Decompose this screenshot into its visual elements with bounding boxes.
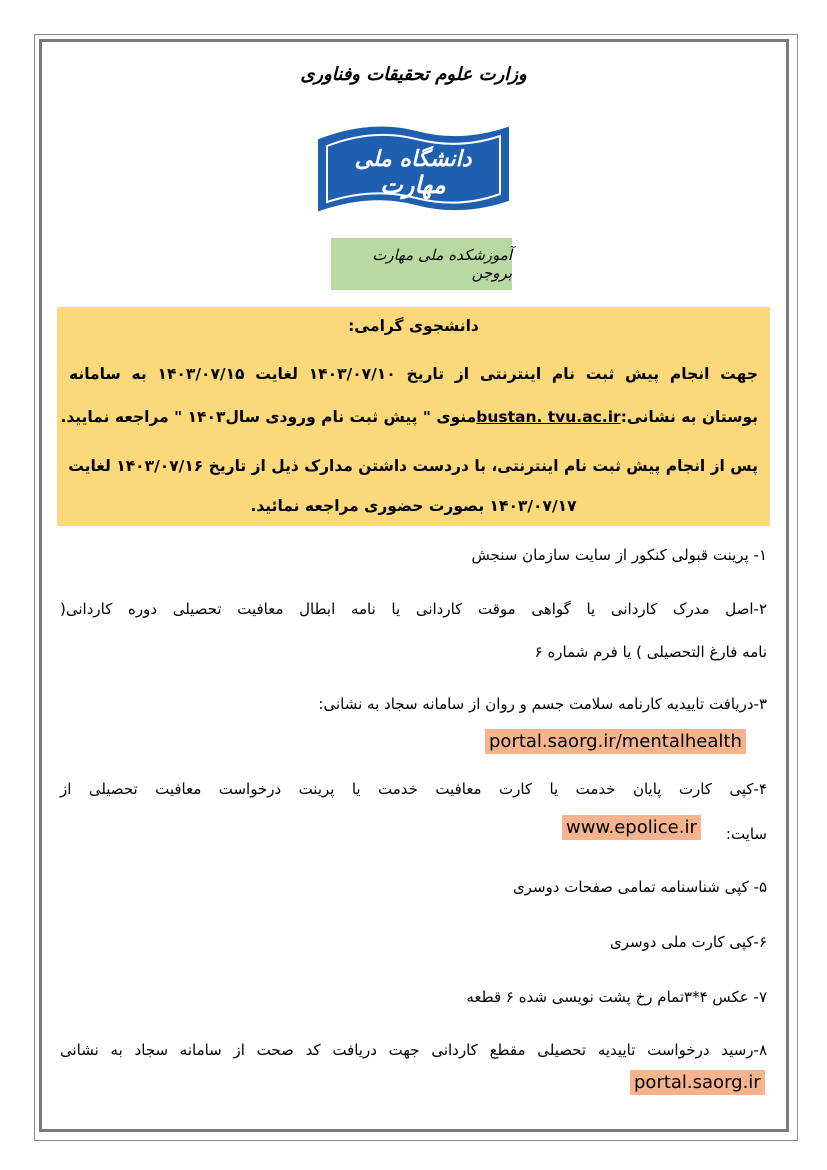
epolice-link[interactable]: www.epolice.ir: [562, 815, 701, 840]
logo-text-top: دانشگاه ملی: [354, 146, 472, 172]
saorg-link[interactable]: portal.saorg.ir: [630, 1070, 765, 1095]
logo-text-bottom: مهارت: [380, 170, 446, 199]
notice-line-2: [60, 408, 758, 426]
mentalhealth-link[interactable]: portal.saorg.ir/mentalhealth: [485, 729, 746, 754]
list-item-3: ۳-دریافت تاییدیه کارنامه سلامت جسم و روان از سامانه سجاد به نشانی:: [318, 695, 767, 713]
notice-greeting: دانشجوی گرامی:: [348, 317, 479, 335]
university-logo: [311, 118, 516, 221]
notice-line-3: پس از انجام پیش ثبت نام اینترنتی، با دردست داشتن مدارک ذیل از تاریخ ۱۴۰۳/۰۷/۱۶ لغایت: [68, 457, 758, 475]
college-name: آموزشکده ملی مهارت بروجن: [331, 238, 512, 290]
list-item-7: ۷- عکس ۴*۳تمام رخ پشت نویسی شده ۶ قطعه: [466, 988, 767, 1006]
list-item-2-line-1: ۲-اصل مدرک کاردانی یا گواهی موقت کاردانی یا نامه ابطال معافیت تحصیلی دوره کاردانی(: [60, 600, 767, 618]
list-item-6: ۶-کپی کارت ملی دوسری: [609, 933, 767, 951]
ministry-heading: وزارت علوم تحقیقات وفناوری: [300, 64, 527, 85]
list-item-5: ۵- کپی شناسنامه تمامی صفحات دوسری: [512, 878, 767, 896]
list-item-8: ۸-رسید درخواست تاییدیه تحصیلی مقطع کاردانی جهت دریافت کد صحت از سامانه سجاد به نشانی: [60, 1041, 767, 1059]
notice-line-2-end: منوی " پیش ثبت نام ورودی سال۱۴۰۳ " مراجعه نمایید.: [60, 408, 477, 426]
list-item-4-line-1: ۴-کپی کارت پایان خدمت یا کارت معافیت خدمت یا پرینت درخواست معافیت تحصیلی از: [60, 780, 767, 798]
notice-box: [57, 307, 770, 526]
list-item-1: ۱- پرینت قبولی کنکور از سایت سازمان سنجش: [471, 546, 767, 564]
list-item-2-line-2: نامه فارغ التحصیلی ) یا فرم شماره ۶: [534, 643, 767, 661]
notice-line-2-start: بوستان به نشانی:: [620, 408, 758, 426]
notice-line-1: جهت انجام پیش ثبت نام اینترنتی از تاریخ ۱۴۰۳/۰۷/۱۰ لغایت ۱۴۰۳/۰۷/۱۵ به سامانه: [69, 365, 758, 383]
list-item-4-line-2: سایت:: [725, 825, 767, 843]
bustan-link[interactable]: bustan. tvu.ac.ir: [476, 408, 621, 426]
notice-line-4: ۱۴۰۳/۰۷/۱۷ بصورت حضوری مراجعه نمائید.: [250, 497, 577, 515]
